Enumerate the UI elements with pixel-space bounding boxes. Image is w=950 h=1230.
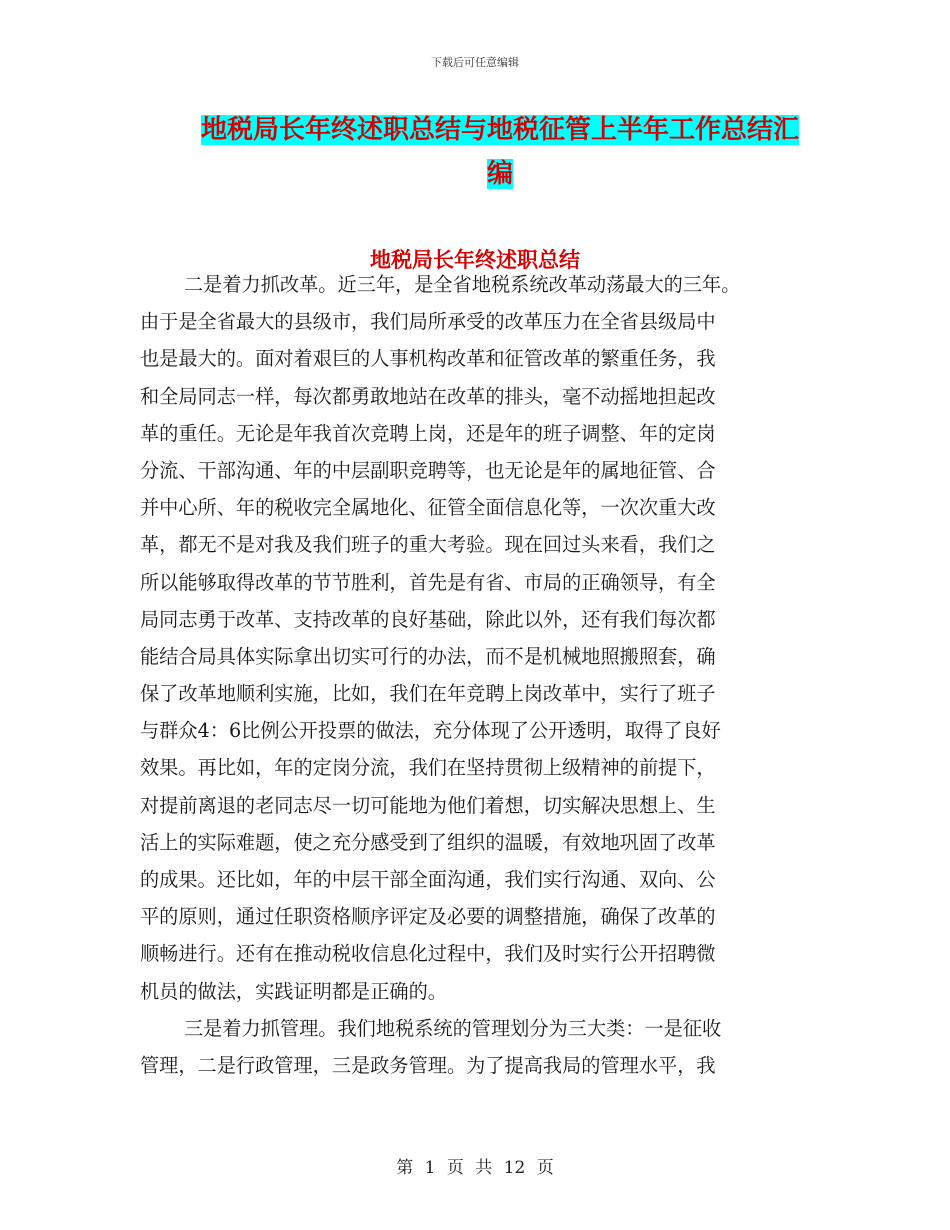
- text-line: 所以能够取得改革的节节胜利，首先是有省、市局的正确领导，有全: [140, 570, 716, 594]
- page-footer: 第 1 页 共 12 页: [396, 1158, 554, 1178]
- text-line: 并中心所、年的税收完全属地化、征管全面信息化等，一次次重大改: [140, 496, 716, 520]
- text-line: 也是最大的。面对着艰巨的人事机构改革和征管改革的繁重任务，我: [140, 347, 716, 371]
- text-line: 能结合局具体实际拿出切实可行的办法，而不是机械地照搬照套，确: [140, 644, 716, 668]
- text-line: 顺畅进行。还有在推动税收信息化过程中，我们及时实行公开招聘微: [140, 942, 716, 966]
- section-title: 地税局长年终述职总结: [370, 247, 580, 272]
- text-line: 和全局同志一样，每次都勇敢地站在改革的排头，毫不动摇地担起改: [140, 384, 716, 408]
- document-title: [150, 108, 850, 196]
- text-line: 与群众4：6比例公开投票的做法，充分体现了公开透明，取得了良好: [140, 719, 721, 743]
- text-line: 革，都无不是对我及我们班子的重大考验。现在回过头来看，我们之: [140, 533, 716, 557]
- text-line: 由于是全省最大的县级市，我们局所承受的改革压力在全省县级局中: [140, 310, 716, 334]
- text-line: 活上的实际难题，使之充分感受到了组织的温暖，有效地巩固了改革: [140, 830, 716, 854]
- text-line: 的成果。还比如，年的中层干部全面沟通，我们实行沟通、双向、公: [140, 868, 716, 891]
- text-line: 平的原则，通过任职资格顺序评定及必要的调整措施，确保了改革的: [140, 905, 716, 929]
- text-line: 保了改革地顺利实施，比如，我们在年竞聘上岗改革中，实行了班子: [140, 682, 716, 706]
- body-text: [140, 266, 810, 1084]
- text-line: 革的重任。无论是年我首次竞聘上岗，还是年的班子调整、年的定岗: [140, 421, 716, 445]
- text-line: 局同志勇于改革、支持改革的良好基础，除此以外，还有我们每次都: [140, 607, 716, 631]
- text-line: 机员的做法，实践证明都是正确的。: [140, 979, 447, 1003]
- text-line: 二是着力抓改革。近三年，是全省地税系统改革动荡最大的三年。: [184, 273, 741, 296]
- header-note: 下载后可任意编辑: [431, 56, 519, 69]
- text-line: 管理，二是行政管理，三是政务管理。为了提高我局的管理水平，我: [140, 1053, 716, 1077]
- title-line-1: 地税局长年终述职总结与地税征管上半年工作总结汇: [200, 115, 799, 145]
- text-line: 三是着力抓管理。我们地税系统的管理划分为三大类：一是征收: [184, 1016, 722, 1040]
- title-line-2: 编: [486, 159, 513, 189]
- text-line: 对提前离退的老同志尽一切可能地为他们着想，切实解决思想上、生: [140, 793, 716, 817]
- text-line: 效果。再比如，年的定岗分流，我们在坚持贯彻上级精神的前提下，: [140, 756, 716, 780]
- text-line: 分流、干部沟通、年的中层副职竞聘等，也无论是年的属地征管、合: [140, 458, 716, 482]
